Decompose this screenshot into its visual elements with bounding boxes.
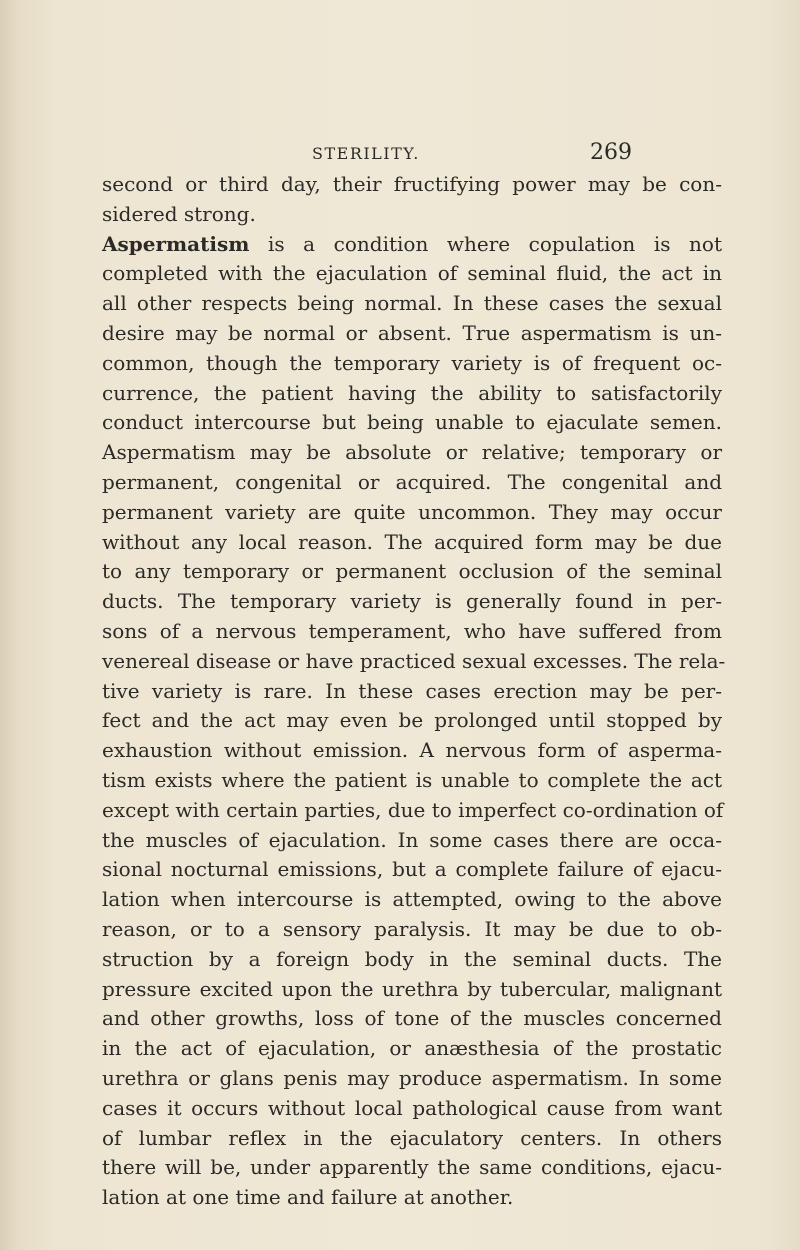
text-line (102, 230, 722, 260)
text-line: there will be, under apparently the same conditions, ejacu- (102, 1155, 722, 1180)
page-number: 269 (590, 140, 632, 165)
text-line: ducts. The temporary variety is generally found in per- (102, 589, 722, 614)
text-line: venereal disease or have practiced sexual excesses. The rela- (102, 648, 726, 673)
text-line: struction by a foreign body in the seminal ducts. The (102, 946, 722, 971)
text-line: desire may be normal or absent. True aspermatism is un- (102, 320, 722, 345)
text-line: cases it occurs without local pathological cause from want (102, 1095, 722, 1120)
text-line: tive variety is rare. In these cases erection may be per- (102, 678, 722, 703)
text-line: and other growths, loss of tone of the muscles concerned (102, 1006, 722, 1031)
text-line: common, though the temporary variety is of frequent oc- (102, 350, 722, 375)
running-head-title: STERILITY. (312, 144, 420, 163)
text-line: permanent variety are quite uncommon. They may occur (102, 499, 722, 524)
text-line: sidered strong. (102, 201, 256, 226)
text-line: tism exists where the patient is unable to complete the act (102, 767, 722, 792)
text-line: without any local reason. The acquired form may be due (102, 529, 722, 554)
text-line: except with certain parties, due to imperfect co-ordination of (102, 797, 724, 822)
text-line: all other respects being normal. In these cases the sexual (102, 291, 722, 316)
text-line: Aspermatism may be absolute or relative; temporary or (102, 440, 722, 465)
text-line: in the act of ejaculation, or anæsthesia of the prostatic (102, 1036, 722, 1061)
text-line: second or third day, their fructifying power may be con- (102, 172, 722, 196)
text-line: fect and the act may even be prolonged until stopped by (102, 708, 722, 733)
text-line: sional nocturnal emissions, but a complete failure of ejacu- (102, 857, 722, 882)
text-line: conduct intercourse but being unable to ejaculate semen. (102, 410, 722, 435)
text-line: lation at one time and failure at another. (102, 1185, 514, 1210)
text-line: completed with the ejaculation of seminal fluid, the act in (102, 261, 722, 286)
body-text (102, 170, 726, 1213)
text-line: pressure excited upon the urethra by tubercular, malignant (102, 976, 722, 1001)
text-line: reason, or to a sensory paralysis. It may be due to ob- (102, 916, 722, 941)
text-line: exhaustion without emission. A nervous form of asperma- (102, 738, 722, 763)
text-line: currence, the patient having the ability to satisfactorily (102, 380, 722, 405)
text-line: permanent, congenital or acquired. The congenital and (102, 469, 722, 494)
running-head (0, 140, 800, 170)
text-line: to any temporary or permanent occlusion of the seminal (102, 559, 722, 584)
text-line-rest: is a condition where copulation is not (249, 231, 722, 256)
text-line: of lumbar reflex in the ejaculatory centers. In others (102, 1125, 722, 1150)
text-line: sons of a nervous temperament, who have suffered from (102, 618, 722, 643)
term-aspermatism: Aspermatism (102, 231, 250, 256)
text-line: lation when intercourse is attempted, owing to the above (102, 887, 722, 912)
text-line: the muscles of ejaculation. In some cases there are occa- (102, 827, 722, 852)
text-line: urethra or glans penis may produce aspermatism. In some (102, 1065, 722, 1090)
